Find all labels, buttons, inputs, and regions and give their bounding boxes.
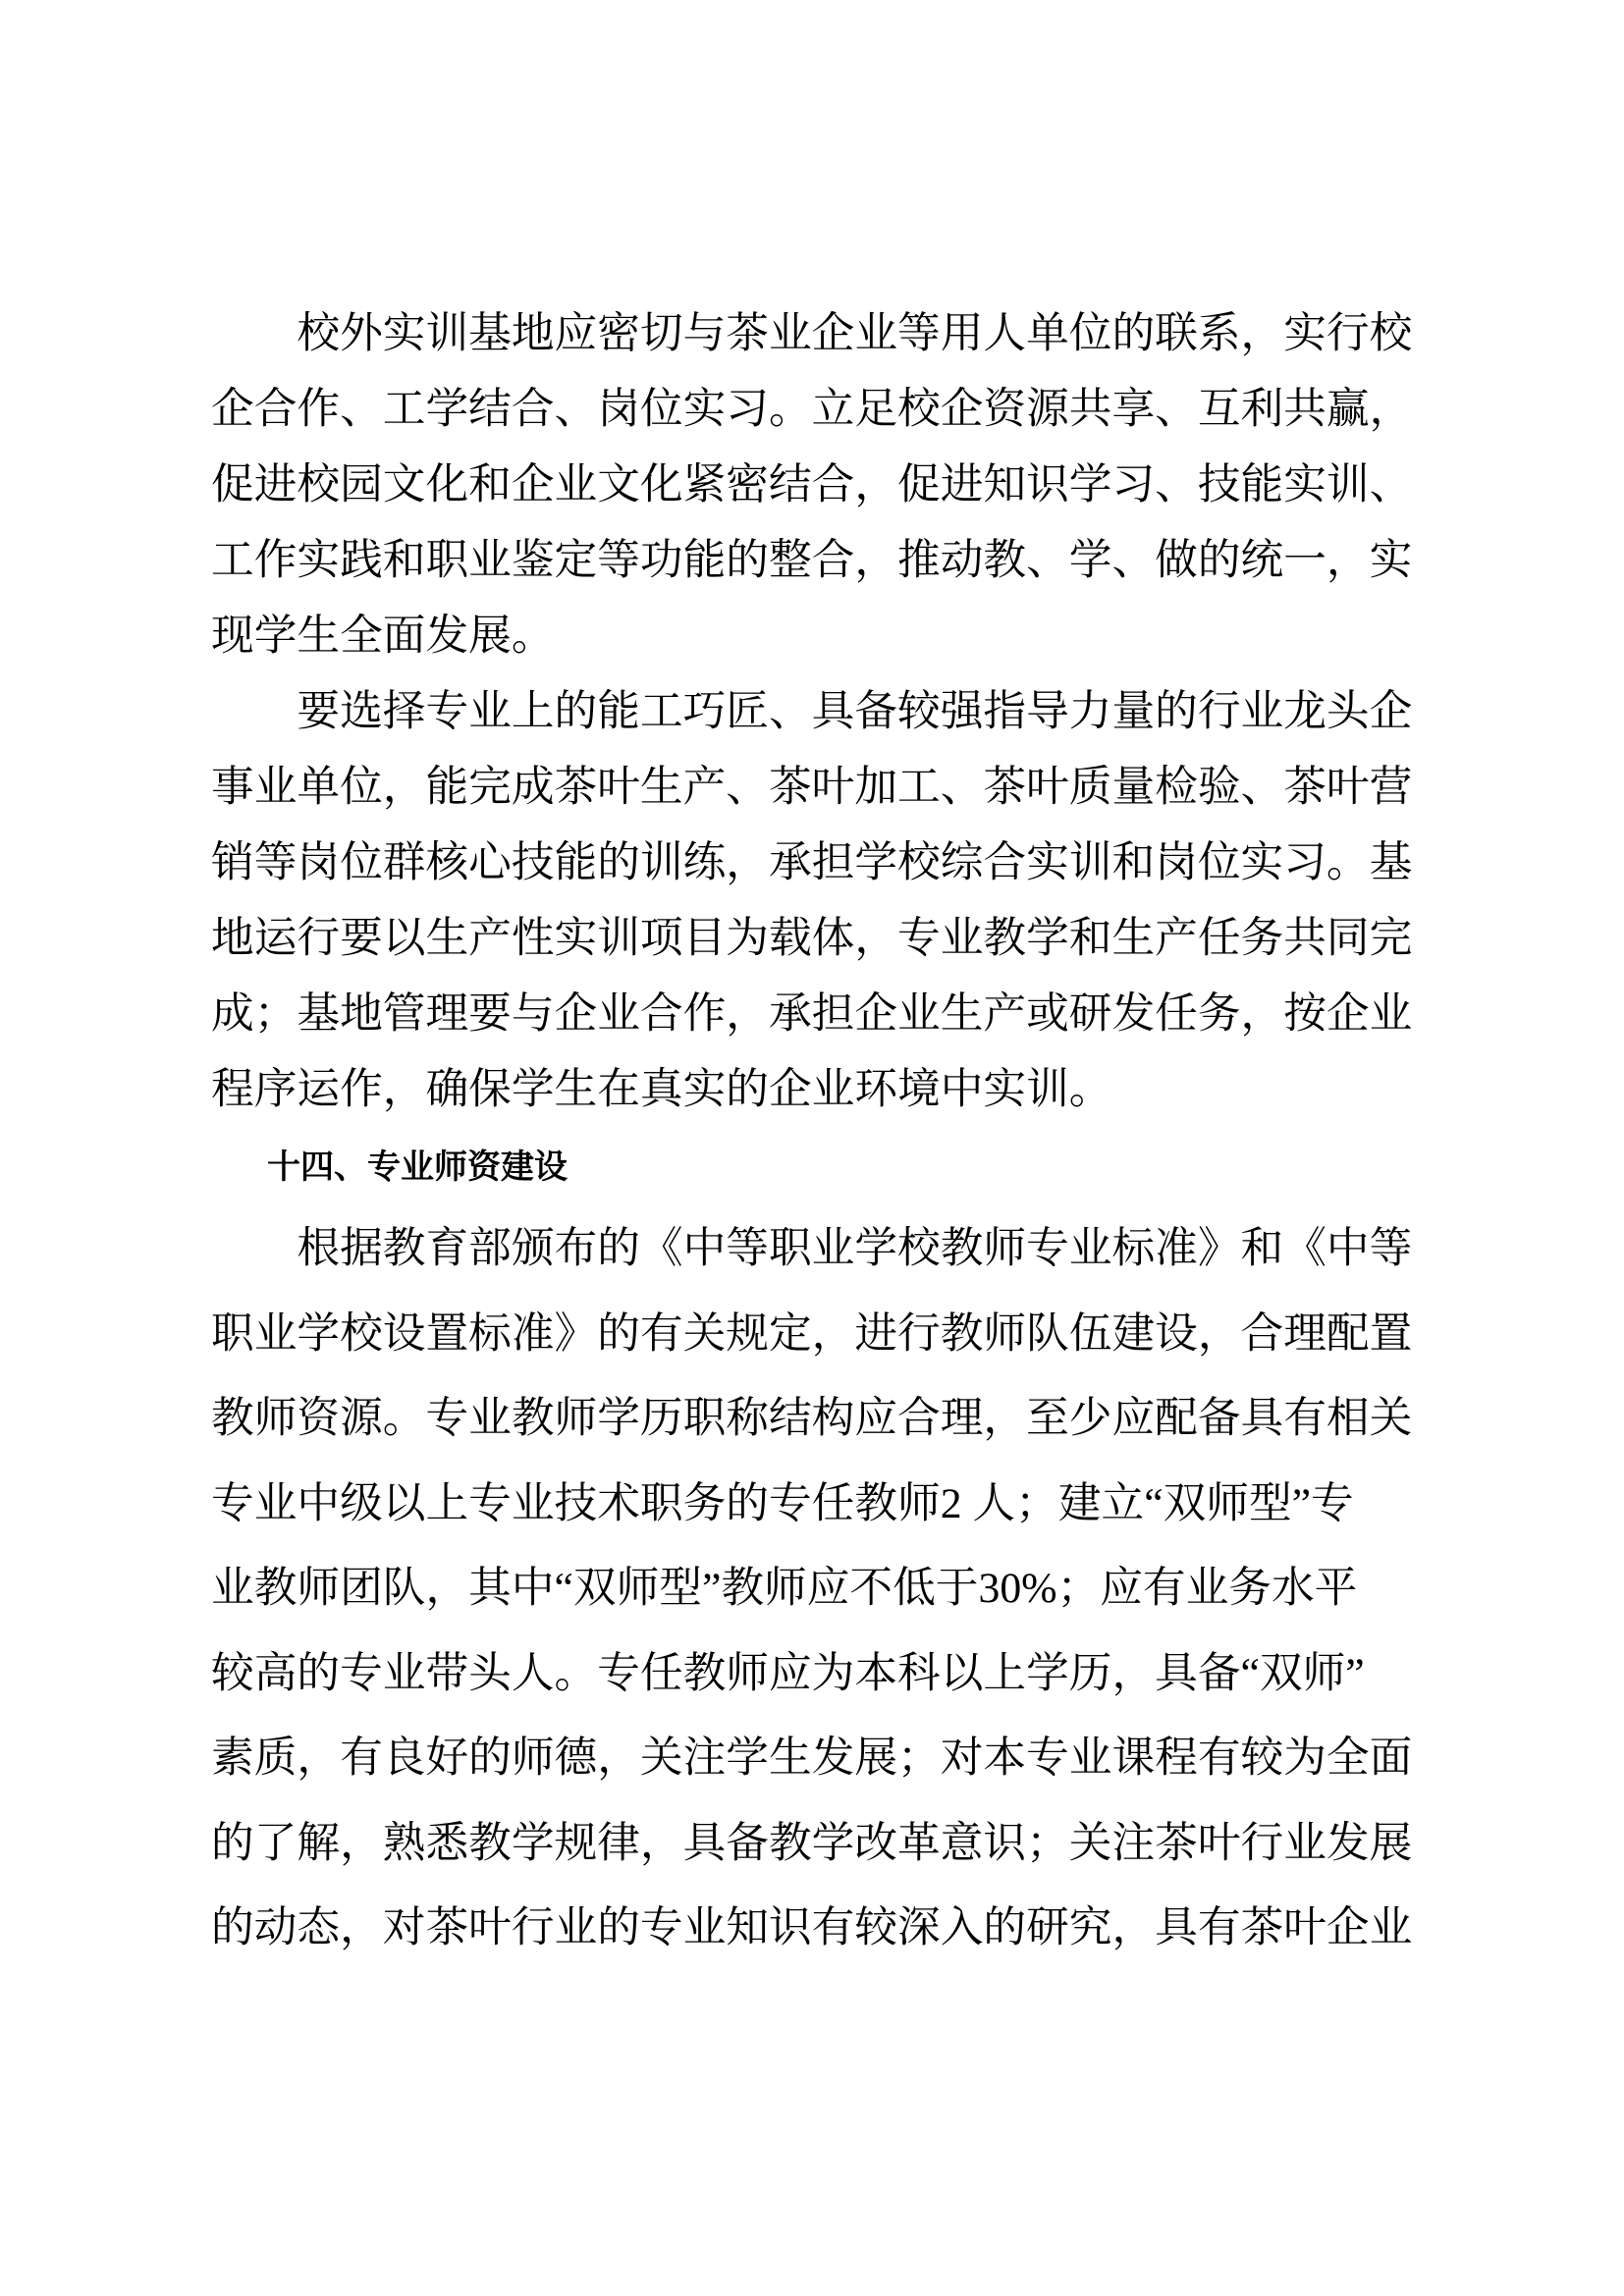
text-line: 素质，有良好的师德，关注学生发展；对本专业课程有较为全面 <box>211 1735 1413 1782</box>
text-line: 事业单位，能完成茶叶生产、茶叶加工、茶叶质量检验、茶叶营 <box>211 764 1413 811</box>
paragraph <box>211 296 1421 674</box>
text-line: 地运行要以生产性实训项目为载体，专业教学和生产任务共同完 <box>211 915 1413 962</box>
text-line: 的了解，熟悉教学规律，具备教学改革意识；关注茶叶行业发展 <box>211 1819 1413 1867</box>
text-line: 程序运作，确保学生在真实的企业环境中实训。 <box>211 1066 1112 1113</box>
text-line: 现学生全面发展。 <box>211 613 555 660</box>
paragraph <box>211 674 1421 1128</box>
text-line: 专业中级以上专业技术职务的专任教师2 人；建立“双师型”专 <box>211 1479 1354 1527</box>
text-line: 促进校园文化和企业文化紧密结合，促进知识学习、技能实训、 <box>211 461 1413 508</box>
text-line: 的动态，对茶叶行业的专业知识有较深入的研究，具有茶叶企业 <box>211 1904 1413 1951</box>
paragraph <box>211 1206 1421 1971</box>
text-line: 业教师团队，其中“双师型”教师应不低于30%；应有业务水平 <box>211 1565 1358 1612</box>
text-line: 根据教育部颁布的《中等职业学校教师专业标准》和《中等 <box>297 1225 1413 1272</box>
text-line: 成；基地管理要与企业合作，承担企业生产或研发任务，按企业 <box>211 990 1413 1038</box>
text-line: 销等岗位群核心技能的训练，承担学校综合实训和岗位实习。基 <box>211 839 1413 886</box>
text-line: 要选择专业上的能工巧匠、具备较强指导力量的行业龙头企 <box>297 688 1413 735</box>
text-line: 企合作、工学结合、岗位实习。立足校企资源共享、互利共赢， <box>211 386 1413 433</box>
document-body <box>211 296 1421 1971</box>
text-line: 校外实训基地应密切与茶业企业等用人单位的联系，实行校 <box>297 310 1413 357</box>
section-heading: 十四、专业师资建设 <box>267 1148 568 1186</box>
text-line: 工作实践和职业鉴定等功能的整合，推动教、学、做的统一，实 <box>211 537 1413 584</box>
text-line: 职业学校设置标准》的有关规定，进行教师队伍建设，合理配置 <box>211 1309 1413 1358</box>
text-line: 教师资源。专业教师学历职称结构应合理，至少应配备具有相关 <box>211 1395 1413 1442</box>
text-line: 较高的专业带头人。专任教师应为本科以上学历，具备“双师” <box>211 1649 1365 1697</box>
